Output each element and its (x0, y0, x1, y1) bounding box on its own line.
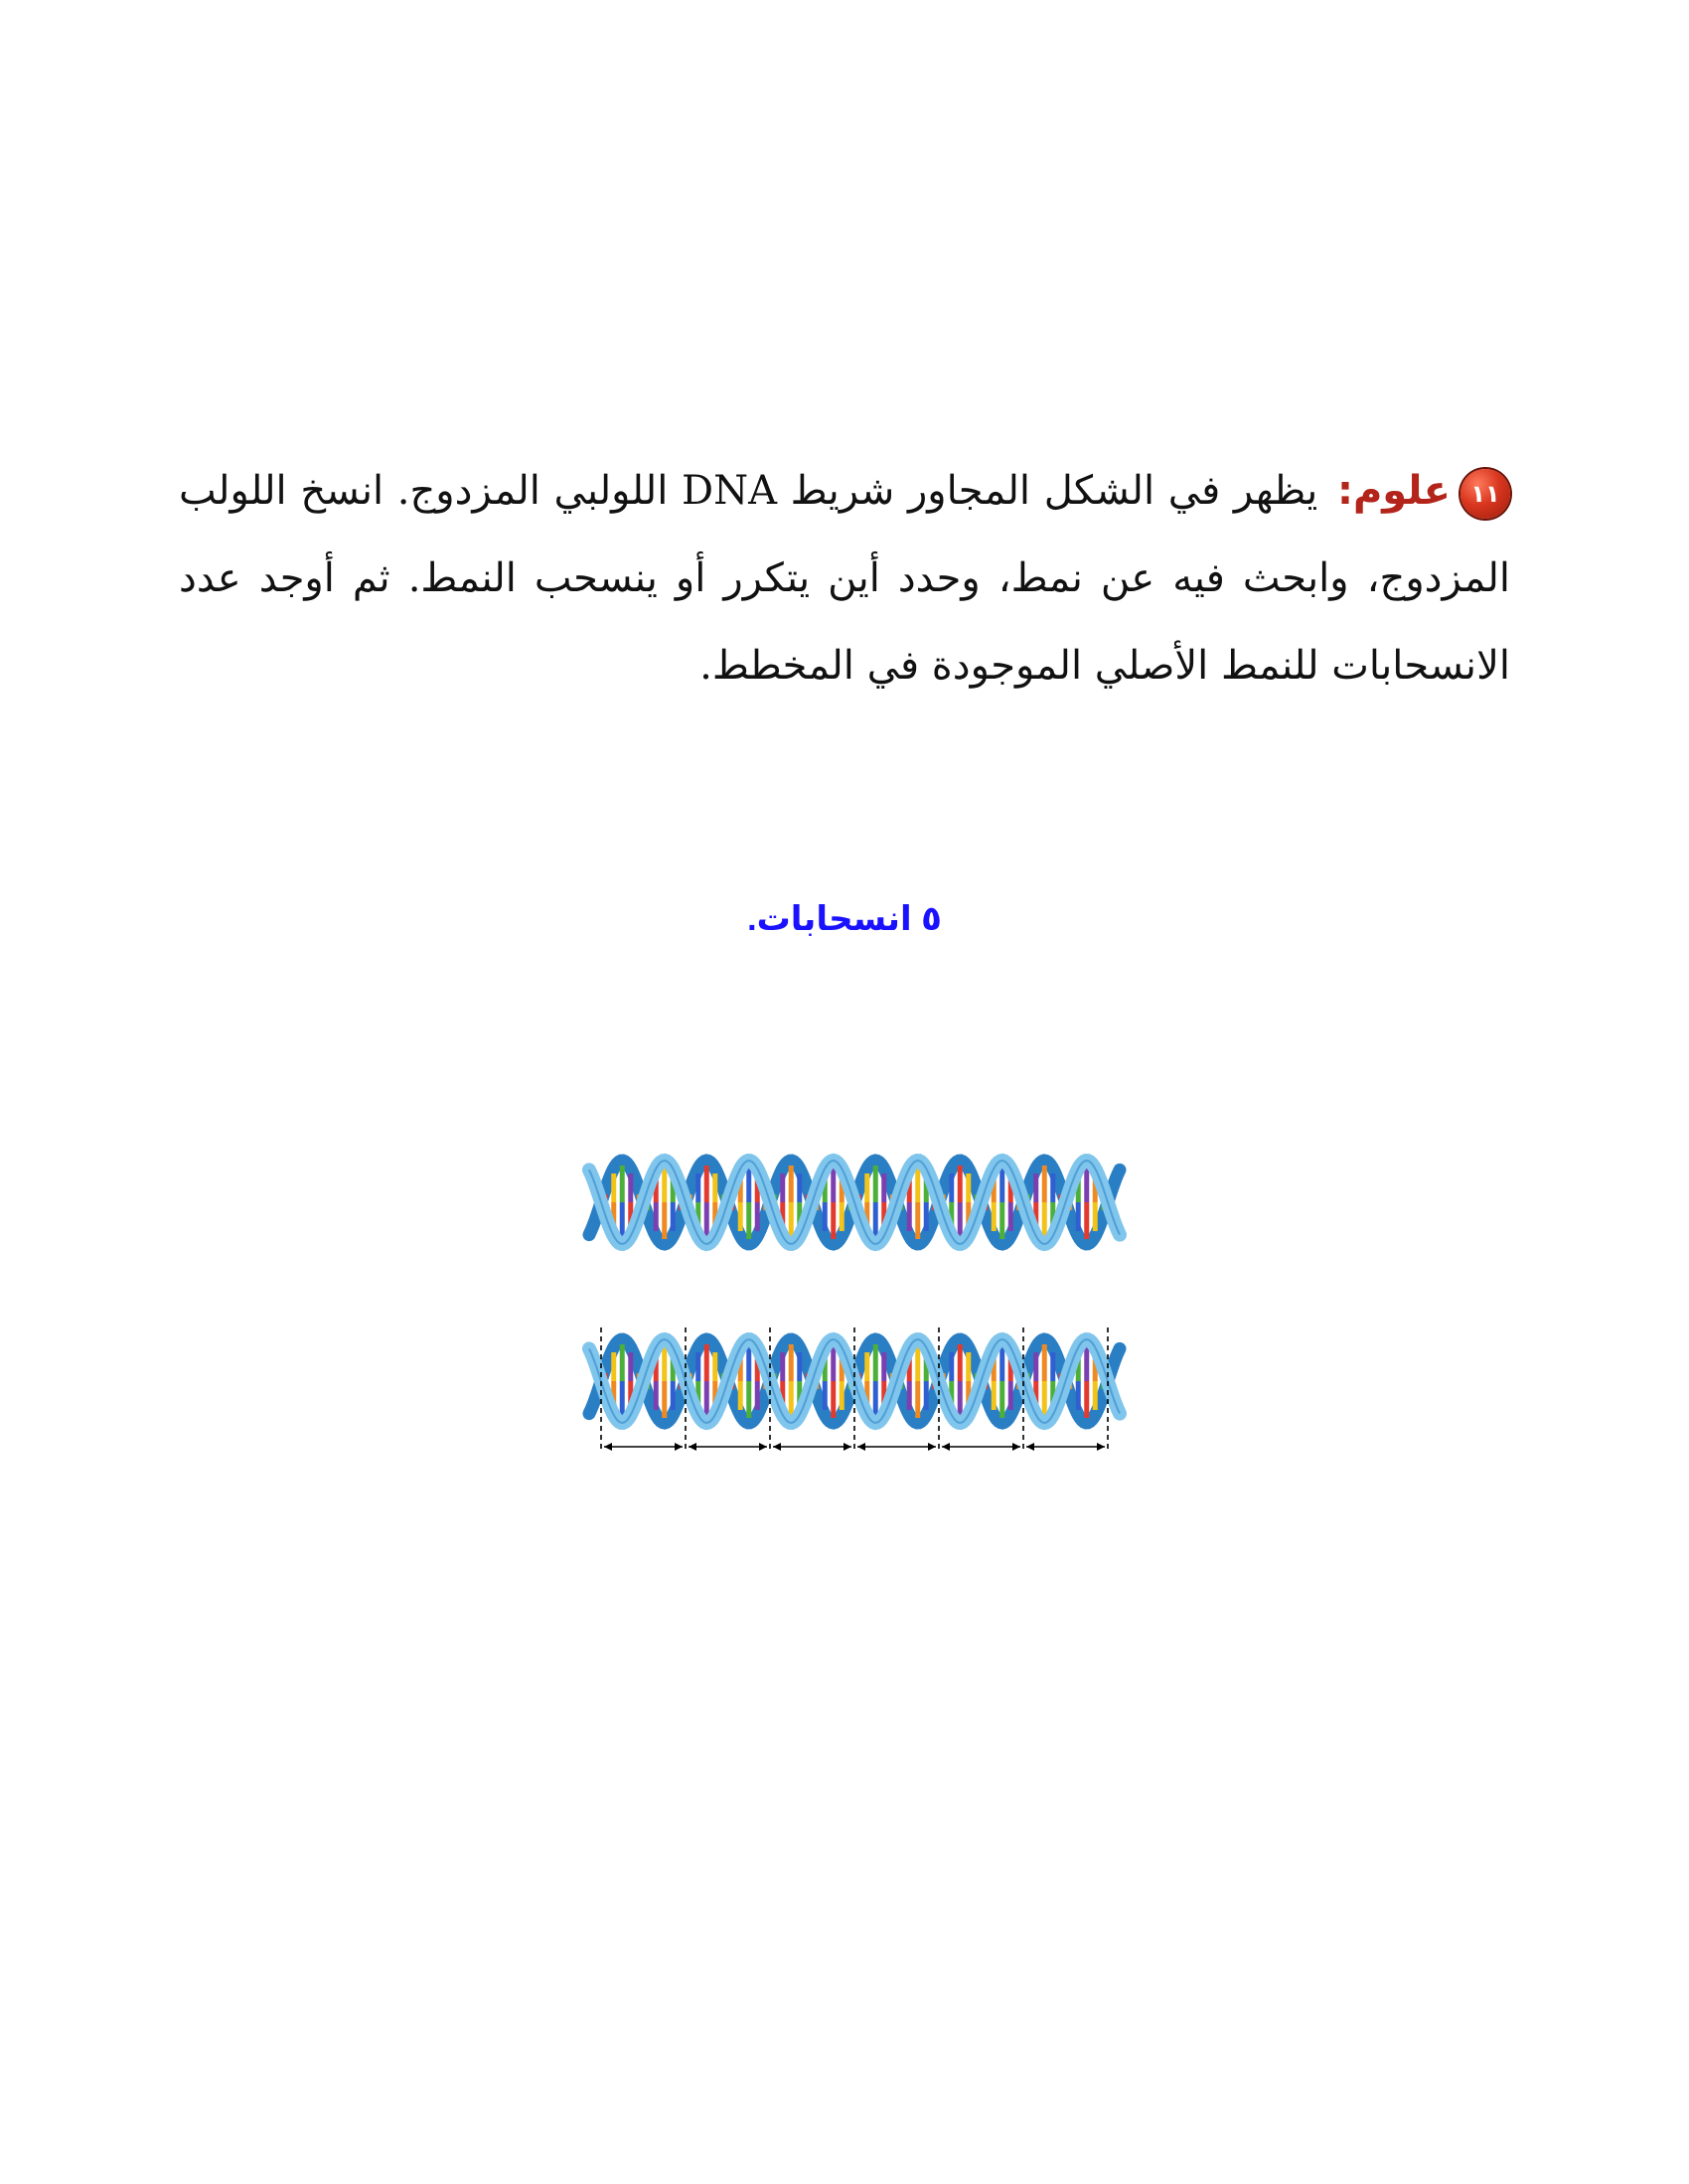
answer-text: ٥ انسحابات. (747, 900, 942, 938)
translation-arrowhead (675, 1443, 683, 1451)
translation-arrowhead (773, 1443, 781, 1451)
problem-text: يظهر في الشكل المجاور شريط DNA اللولبي المزدوج. انسخ اللولب المزدوج، وابحث فيه عن نمط، وحدد أين يتكرر أو ينسحب النمط. ثم أوجد عدد الانسحابات للنمط الأصلي الموجودة في المخطط. (179, 468, 1510, 689)
translation-arrowhead (928, 1443, 936, 1451)
problem-statement (179, 447, 1510, 709)
translation-arrowhead (1012, 1443, 1020, 1451)
translation-arrowhead (759, 1443, 767, 1451)
translation-arrowhead (942, 1443, 950, 1451)
translation-arrowhead (604, 1443, 612, 1451)
translation-arrowhead (1026, 1443, 1034, 1451)
dna-helix-translations-figure (576, 1322, 1133, 1490)
translation-arrowhead (1097, 1443, 1105, 1451)
problem-number-badge: ١١ (1460, 469, 1510, 519)
problem-subject: علوم: (1336, 468, 1451, 514)
translation-arrowhead (689, 1443, 696, 1451)
dna-helix-figure (576, 1143, 1133, 1262)
translation-arrowhead (857, 1443, 865, 1451)
translation-arrowhead (844, 1443, 851, 1451)
